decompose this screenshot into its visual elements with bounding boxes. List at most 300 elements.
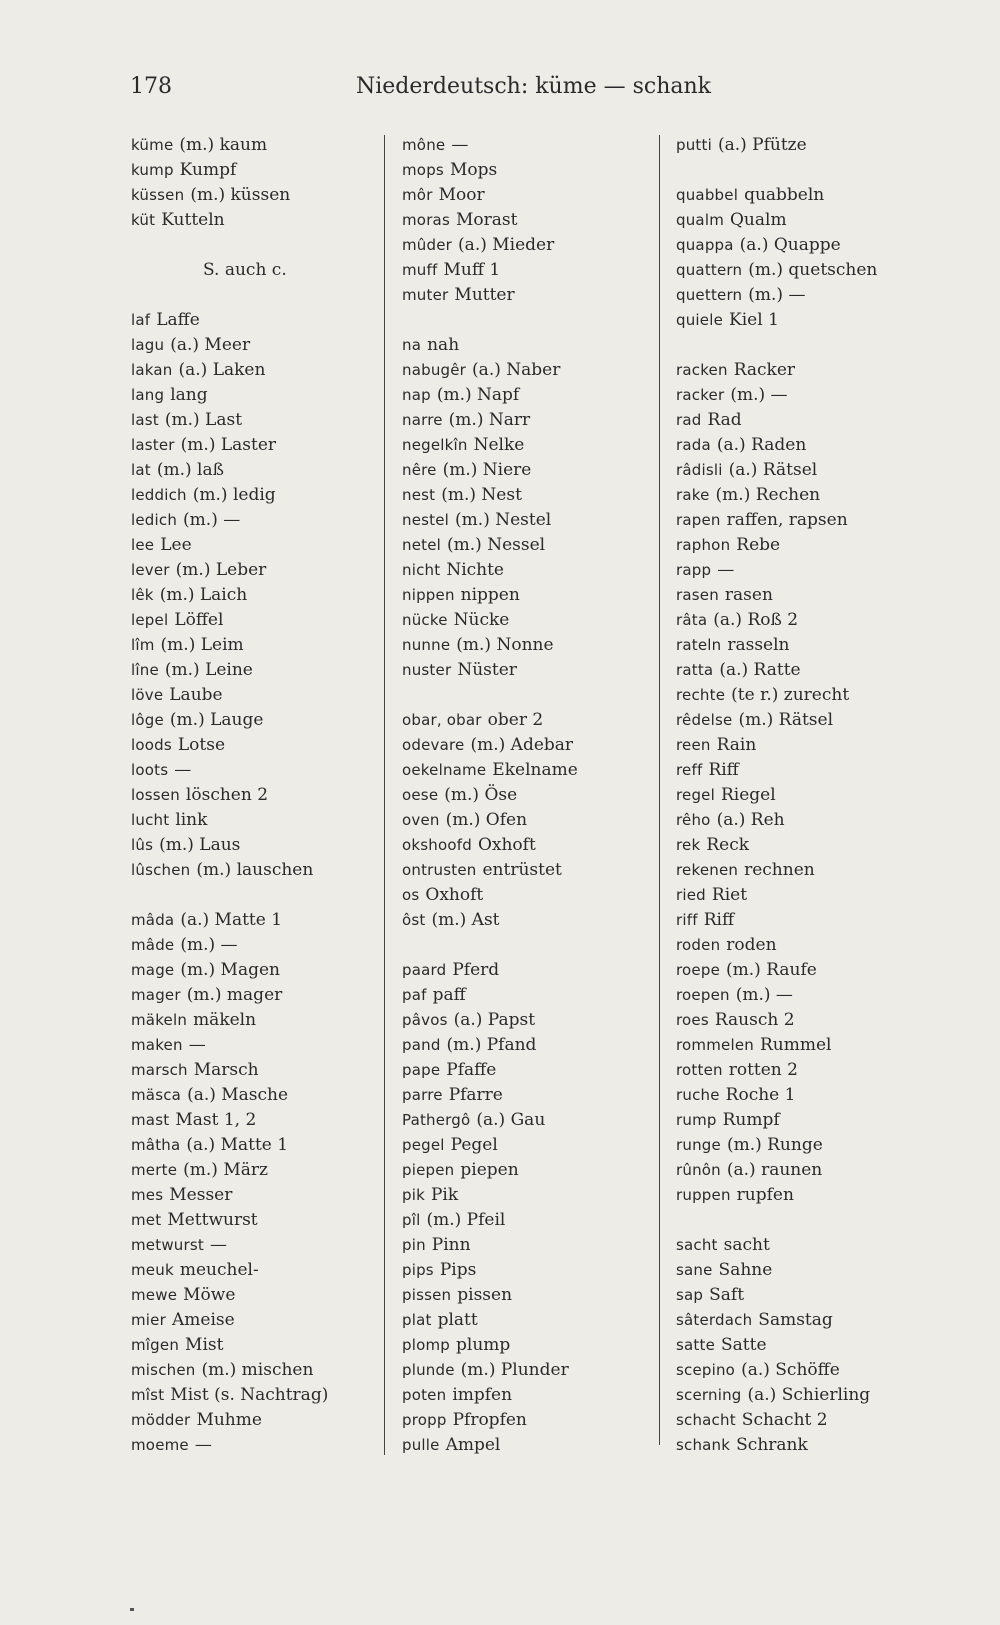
headword: mast — [131, 1111, 170, 1129]
dictionary-entry — [131, 658, 371, 683]
gloss: (m.) Leber — [175, 560, 267, 580]
headword: rêho — [676, 811, 711, 829]
gloss: Rausch 2 — [714, 1010, 795, 1030]
dictionary-entry — [131, 183, 371, 208]
dictionary-entry — [676, 533, 926, 558]
headword: paard — [402, 961, 447, 979]
headword: ruppen — [676, 1186, 731, 1204]
gloss: Kiel 1 — [729, 310, 779, 330]
running-head: Niederdeutsch: küme — schank — [356, 74, 711, 99]
dictionary-entry — [402, 1108, 652, 1133]
gloss: Riegel — [720, 785, 776, 805]
gloss: (m.) Ast — [431, 910, 500, 930]
headword: reff — [676, 761, 703, 779]
gloss: (m.) Narr — [448, 410, 531, 430]
gloss: (m.) laß — [156, 460, 224, 480]
dictionary-entry — [402, 258, 652, 283]
headword: pape — [402, 1061, 441, 1079]
headword: pegel — [402, 1136, 445, 1154]
headword: propp — [402, 1411, 447, 1429]
gloss: (m.) — — [180, 935, 238, 955]
gloss: (m.) Ofen — [445, 810, 528, 830]
dictionary-entry — [676, 808, 926, 833]
gloss: (m.) — — [748, 285, 806, 305]
dictionary-entry — [676, 1083, 926, 1108]
headword: rada — [676, 436, 711, 454]
headword: löve — [131, 686, 164, 704]
headword: mödder — [131, 1411, 191, 1429]
headword: plunde — [402, 1361, 455, 1379]
gloss: Nelke — [473, 435, 525, 455]
gloss: (m.) März — [183, 1160, 268, 1180]
headword: pand — [402, 1036, 441, 1054]
headword: sacht — [676, 1236, 718, 1254]
headword: laf — [131, 311, 151, 329]
gloss: (a.) Quappe — [739, 235, 841, 255]
gloss: (a.) Raden — [716, 435, 807, 455]
dictionary-entry — [131, 1308, 371, 1333]
gloss: Pips — [439, 1260, 477, 1280]
gloss: Moor — [438, 185, 485, 205]
headword: putti — [676, 136, 712, 154]
dictionary-entry — [131, 408, 371, 433]
dictionary-entry — [131, 1033, 371, 1058]
headword: rateln — [676, 636, 722, 654]
gloss: (m.) Laus — [159, 835, 241, 855]
gloss: Pik — [430, 1185, 459, 1205]
gloss: (m.) mischen — [201, 1360, 314, 1380]
headword: nuster — [402, 661, 452, 679]
headword: plat — [402, 1311, 432, 1329]
headword: runge — [676, 1136, 721, 1154]
gloss: Sahne — [718, 1260, 773, 1280]
page-header — [130, 70, 711, 110]
headword: piepen — [402, 1161, 455, 1179]
headword: mône — [402, 136, 446, 154]
headword: quappa — [676, 236, 734, 254]
headword: metwurst — [131, 1236, 204, 1254]
print-mark — [130, 1608, 134, 1611]
dictionary-entry — [402, 433, 652, 458]
dictionary-entry — [676, 358, 926, 383]
headword: obar, obar — [402, 711, 482, 729]
gloss: Roche 1 — [725, 1085, 796, 1105]
headword: mewe — [131, 1286, 178, 1304]
headword: paf — [402, 986, 427, 1004]
headword: mops — [402, 161, 444, 179]
headword: lossen — [131, 786, 180, 804]
dictionary-entry — [131, 483, 371, 508]
headword: mager — [131, 986, 181, 1004]
dictionary-entry — [131, 708, 371, 733]
gloss: Mist — [185, 1335, 224, 1355]
dictionary-entry — [402, 1033, 652, 1058]
gloss: nippen — [460, 585, 520, 605]
dictionary-entry — [676, 1333, 926, 1358]
gloss: Riff — [708, 760, 739, 780]
dictionary-entry — [402, 1158, 652, 1183]
gloss: (a.) Rätsel — [728, 460, 818, 480]
headword: roepe — [676, 961, 720, 979]
gloss: (a.) Ratte — [719, 660, 801, 680]
section-gap — [676, 158, 926, 183]
headword: lucht — [131, 811, 170, 829]
gloss: Kutteln — [161, 210, 225, 230]
headword: negelkîn — [402, 436, 468, 454]
headword: lee — [131, 536, 155, 554]
gloss: Qualm — [730, 210, 787, 230]
headword: mîgen — [131, 1336, 180, 1354]
headword: meuk — [131, 1261, 174, 1279]
gloss: — — [717, 560, 735, 580]
headword: mage — [131, 961, 175, 979]
dictionary-entry — [402, 1333, 652, 1358]
headword: rasen — [676, 586, 719, 604]
headword: os — [402, 886, 420, 904]
gloss: (m.) Nonne — [456, 635, 554, 655]
dictionary-entry — [676, 1308, 926, 1333]
headword: racker — [676, 386, 725, 404]
headword: rotten — [676, 1061, 723, 1079]
headword: lîne — [131, 661, 159, 679]
gloss: (a.) Meer — [170, 335, 251, 355]
dictionary-entry — [676, 583, 926, 608]
headword: lîm — [131, 636, 155, 654]
gloss: Samstag — [758, 1310, 833, 1330]
headword: sane — [676, 1261, 713, 1279]
gloss: (m.) Pfeil — [426, 1210, 506, 1230]
headword: nap — [402, 386, 431, 404]
headword: loods — [131, 736, 172, 754]
gloss: (a.) Matte 1 — [186, 1135, 289, 1155]
dictionary-entry — [676, 783, 926, 808]
headword: last — [131, 411, 159, 429]
dictionary-entry — [676, 133, 926, 158]
headword: mischen — [131, 1361, 196, 1379]
headword: lagu — [131, 336, 165, 354]
dictionary-entry — [131, 983, 371, 1008]
gloss: (a.) Roß 2 — [713, 610, 799, 630]
headword: leddich — [131, 486, 187, 504]
gloss: Messer — [169, 1185, 233, 1205]
headword: pîl — [402, 1211, 421, 1229]
gloss: piepen — [460, 1160, 519, 1180]
dictionary-entry — [131, 933, 371, 958]
gloss: Laube — [169, 685, 223, 705]
dictionary-entry — [131, 1208, 371, 1233]
dictionary-entry — [676, 633, 926, 658]
dictionary-entry — [402, 983, 652, 1008]
gloss: Mettwurst — [167, 1210, 258, 1230]
headword: ratta — [676, 661, 714, 679]
dictionary-entry — [131, 558, 371, 583]
gloss: (a.) Pfütze — [717, 135, 807, 155]
dictionary-entry — [676, 1133, 926, 1158]
headword: lûs — [131, 836, 154, 854]
gloss: (m.) mager — [186, 985, 283, 1005]
headword: rump — [676, 1111, 717, 1129]
dictionary-entry — [131, 1258, 371, 1283]
dictionary-entry — [131, 433, 371, 458]
dictionary-entry — [402, 883, 652, 908]
dictionary-entry — [676, 558, 926, 583]
dictionary-column-2 — [402, 133, 652, 1458]
gloss: impfen — [452, 1385, 513, 1405]
gloss: link — [175, 810, 208, 830]
gloss: (m.) Leine — [164, 660, 253, 680]
dictionary-entry — [676, 1183, 926, 1208]
gloss: platt — [437, 1310, 478, 1330]
gloss: (m.) Magen — [180, 960, 280, 980]
dictionary-entry — [131, 808, 371, 833]
gloss: Rain — [716, 735, 757, 755]
cross-reference-note: S. auch c. — [203, 260, 287, 280]
gloss: (a.) Mieder — [458, 235, 555, 255]
dictionary-entry — [402, 1083, 652, 1108]
gloss: (m.) — — [183, 510, 241, 530]
headword: küssen — [131, 186, 185, 204]
dictionary-entry — [131, 1408, 371, 1433]
headword: rêdelse — [676, 711, 733, 729]
headword: rûnôn — [676, 1161, 721, 1179]
headword: pulle — [402, 1436, 440, 1454]
gloss: (a.) Matte 1 — [180, 910, 283, 930]
gloss: Mist (s. Nachtrag) — [170, 1385, 329, 1405]
dictionary-entry — [676, 1433, 926, 1458]
gloss: (m.) — — [730, 385, 788, 405]
dictionary-entry — [676, 183, 926, 208]
gloss: (m.) kaum — [179, 135, 268, 155]
headword: moras — [402, 211, 450, 229]
headword: lang — [131, 386, 165, 404]
headword: môr — [402, 186, 433, 204]
headword: rapp — [676, 561, 712, 579]
dictionary-entry — [676, 1233, 926, 1258]
gloss: Pfarre — [448, 1085, 503, 1105]
gloss: (m.) Runge — [726, 1135, 823, 1155]
headword: quiele — [676, 311, 724, 329]
dictionary-entry — [676, 1358, 926, 1383]
headword: mâde — [131, 936, 175, 954]
headword: roepen — [676, 986, 730, 1004]
dictionary-entry — [676, 1008, 926, 1033]
gloss: Pferd — [452, 960, 500, 980]
gloss: Nüster — [457, 660, 517, 680]
headword: okshoofd — [402, 836, 472, 854]
gloss: Morast — [455, 210, 518, 230]
gloss: entrüstet — [482, 860, 562, 880]
headword: lepel — [131, 611, 169, 629]
gloss: rasseln — [727, 635, 790, 655]
gloss: (m.) küssen — [190, 185, 291, 205]
dictionary-entry — [131, 1433, 371, 1458]
dictionary-entry — [676, 1408, 926, 1433]
headword: met — [131, 1211, 162, 1229]
headword: râdisli — [676, 461, 723, 479]
gloss: mäkeln — [193, 1010, 257, 1030]
dictionary-entry — [402, 483, 652, 508]
headword: rek — [676, 836, 701, 854]
dictionary-entry — [131, 158, 371, 183]
dictionary-entry — [131, 683, 371, 708]
dictionary-entry — [402, 208, 652, 233]
headword: muter — [402, 286, 449, 304]
headword: kump — [131, 161, 174, 179]
headword: sâterdach — [676, 1311, 753, 1329]
headword: nücke — [402, 611, 448, 629]
headword: mîst — [131, 1386, 165, 1404]
gloss: (m.) Öse — [444, 785, 518, 805]
headword: roes — [676, 1011, 709, 1029]
headword: lat — [131, 461, 151, 479]
gloss: (m.) Laich — [159, 585, 248, 605]
headword: sap — [676, 1286, 704, 1304]
headword: rekenen — [676, 861, 739, 879]
headword: muff — [402, 261, 438, 279]
dictionary-entry — [402, 383, 652, 408]
headword: mâda — [131, 911, 175, 929]
gloss: Rumpf — [722, 1110, 780, 1130]
dictionary-entry — [676, 408, 926, 433]
headword: mâtha — [131, 1136, 181, 1154]
headword: odevare — [402, 736, 465, 754]
dictionary-entry — [402, 783, 652, 808]
gloss: (a.) Gau — [476, 1110, 546, 1130]
dictionary-entry — [402, 1058, 652, 1083]
dictionary-entry — [402, 1258, 652, 1283]
gloss: Mutter — [454, 285, 515, 305]
headword: quattern — [676, 261, 743, 279]
headword: scerning — [676, 1386, 742, 1404]
gloss: Ameise — [171, 1310, 235, 1330]
gloss: nah — [427, 335, 460, 355]
headword: nestel — [402, 511, 450, 529]
section-gap — [402, 683, 652, 708]
dictionary-entry — [676, 983, 926, 1008]
headword: Pathergô — [402, 1111, 471, 1129]
gloss: (m.) Laster — [180, 435, 277, 455]
gloss: (m.) Napf — [436, 385, 520, 405]
gloss: (m.) Lauge — [169, 710, 264, 730]
gloss: (m.) — — [735, 985, 793, 1005]
headword: lûschen — [131, 861, 191, 879]
headword: mäsca — [131, 1086, 182, 1104]
gloss: Riet — [711, 885, 748, 905]
dictionary-entry — [402, 233, 652, 258]
headword: quettern — [676, 286, 743, 304]
dictionary-entry — [676, 258, 926, 283]
headword: rake — [676, 486, 710, 504]
gloss: sacht — [723, 1235, 770, 1255]
dictionary-entry — [402, 558, 652, 583]
gloss: Schrank — [736, 1435, 808, 1455]
dictionary-entry — [402, 158, 652, 183]
gloss: (a.) Masche — [187, 1085, 289, 1105]
dictionary-entry — [676, 208, 926, 233]
headword: marsch — [131, 1061, 188, 1079]
headword: nest — [402, 486, 436, 504]
dictionary-entry — [676, 508, 926, 533]
dictionary-entry — [131, 1183, 371, 1208]
dictionary-entry — [402, 858, 652, 883]
dictionary-entry — [402, 658, 652, 683]
dictionary-entry — [402, 1408, 652, 1433]
gloss: (a.) Laken — [178, 360, 266, 380]
dictionary-entry — [676, 433, 926, 458]
dictionary-entry — [131, 133, 371, 158]
gloss: — — [209, 1235, 227, 1255]
dictionary-entry — [676, 858, 926, 883]
headword: nabugêr — [402, 361, 467, 379]
gloss: Reck — [706, 835, 750, 855]
headword: pissen — [402, 1286, 452, 1304]
dictionary-entry — [131, 1283, 371, 1308]
headword: ontrusten — [402, 861, 477, 879]
headword: reen — [676, 736, 711, 754]
dictionary-entry — [131, 758, 371, 783]
dictionary-entry — [676, 708, 926, 733]
gloss: (m.) Adebar — [470, 735, 574, 755]
dictionary-entry — [402, 1133, 652, 1158]
headword: loots — [131, 761, 169, 779]
gloss: Möwe — [183, 1285, 236, 1305]
gloss: Riff — [703, 910, 735, 930]
dictionary-entry — [131, 333, 371, 358]
dictionary-entry — [676, 308, 926, 333]
gloss: (m.) Nessel — [447, 535, 546, 555]
dictionary-entry — [676, 483, 926, 508]
dictionary-entry — [402, 833, 652, 858]
gloss: Lee — [160, 535, 192, 555]
dictionary-entry — [131, 1008, 371, 1033]
headword: mûder — [402, 236, 453, 254]
gloss: Marsch — [193, 1060, 259, 1080]
headword: lever — [131, 561, 170, 579]
dictionary-entry — [402, 583, 652, 608]
dictionary-entry — [131, 1083, 371, 1108]
dictionary-entry — [131, 383, 371, 408]
dictionary-entry — [131, 608, 371, 633]
headword: narre — [402, 411, 443, 429]
gloss: (m.) ledig — [192, 485, 276, 505]
headword: quabbel — [676, 186, 739, 204]
headword: schacht — [676, 1411, 736, 1429]
gloss: (m.) Rätsel — [738, 710, 834, 730]
headword: mes — [131, 1186, 164, 1204]
headword: lôge — [131, 711, 164, 729]
dictionary-entry — [402, 458, 652, 483]
dictionary-entry — [676, 933, 926, 958]
dictionary-entry — [402, 633, 652, 658]
gloss: (a.) Papst — [453, 1010, 536, 1030]
headword: scepino — [676, 1361, 736, 1379]
gloss: Rummel — [759, 1035, 832, 1055]
gloss: Mops — [449, 160, 498, 180]
headword: moeme — [131, 1436, 189, 1454]
dictionary-entry — [402, 758, 652, 783]
gloss: (a.) Schierling — [747, 1385, 871, 1405]
dictionary-entry — [131, 208, 371, 233]
dictionary-entry — [131, 583, 371, 608]
gloss: ober 2 — [487, 710, 544, 730]
dictionary-entry — [676, 1058, 926, 1083]
gloss: (m.) Niere — [442, 460, 532, 480]
gloss: Rad — [707, 410, 742, 430]
dictionary-entry — [402, 608, 652, 633]
headword: rommelen — [676, 1036, 754, 1054]
dictionary-entry — [131, 633, 371, 658]
dictionary-entry — [676, 658, 926, 683]
